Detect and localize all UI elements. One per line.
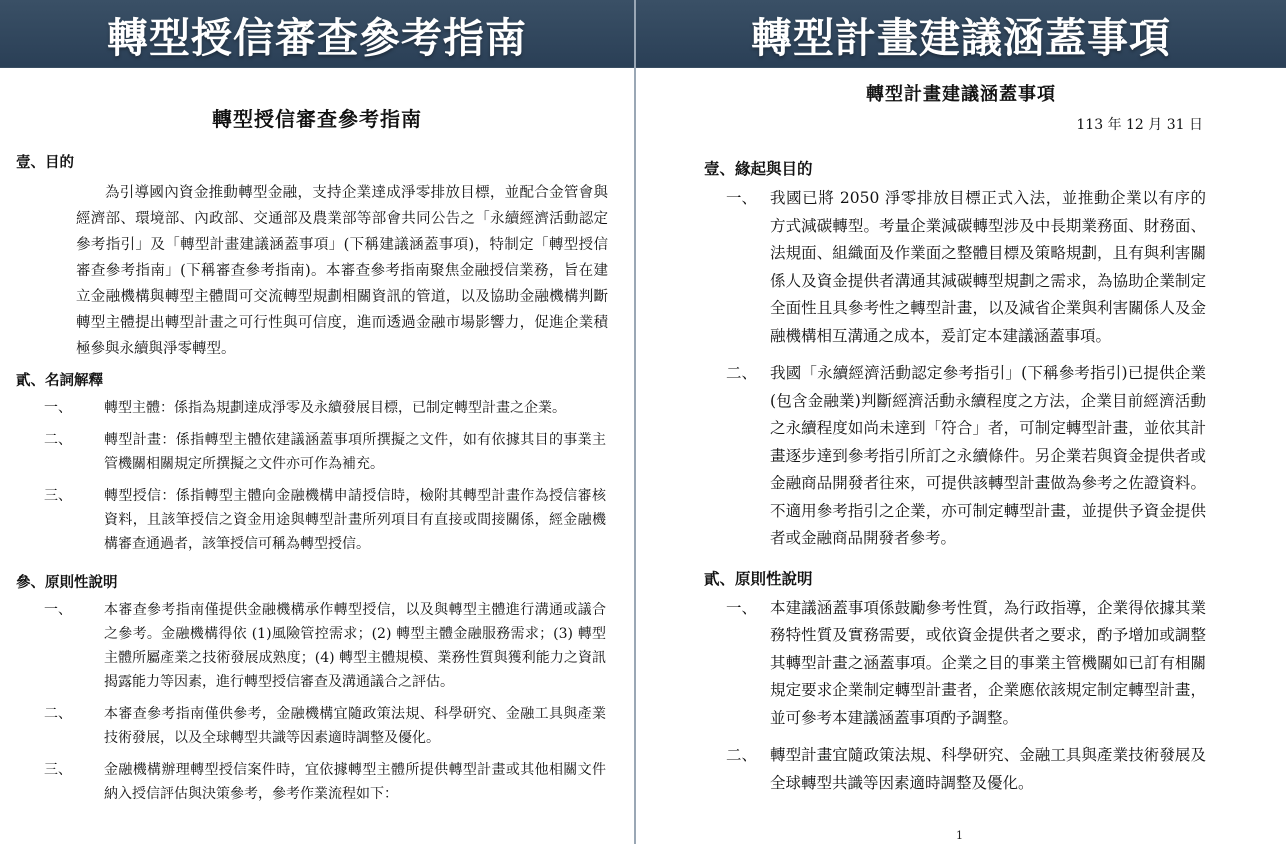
origin-item: [726, 360, 1206, 553]
item-number: 一、: [726, 598, 758, 617]
section-heading: 壹、目的: [16, 154, 74, 171]
left-document-page: [0, 68, 634, 844]
section-heading: 參、原則性說明: [16, 574, 118, 591]
section-heading: 壹、緣起與目的: [704, 159, 813, 178]
item-text: 本審查參考指南僅供參考，金融機構宜隨政策法規、科學研究、金融工具與產業技術發展，以及全球轉型共識等因素適時調整及優化。: [104, 706, 606, 746]
right-document-page: [636, 68, 1286, 844]
left-document-title: 轉型授信審查參考指南: [212, 107, 422, 131]
definition-item: [44, 396, 616, 420]
item-text: 本審查參考指南僅提供金融機構承作轉型授信，以及與轉型主體進行溝通或議合之參考。金融機構得依 (1)風險管控需求；(2) 轉型主體金融服務需求；(3) 轉型主體所屬產業之技術發展成熟度；(4) 轉型主體規模、業務性質與獲利能力之資訊揭露能力等因素，進行轉型授信審查及溝通議合之評估。: [104, 602, 606, 690]
item-number: 二、: [726, 364, 758, 382]
right-panel: [636, 0, 1286, 844]
right-document-body: [704, 145, 1206, 805]
left-panel: [0, 0, 634, 844]
item-number: 二、: [726, 746, 758, 764]
item-number: 三、: [44, 762, 72, 778]
definition-item: [44, 428, 616, 476]
document-date: 113 年 12 月 31 日: [1076, 117, 1203, 133]
item-text: 金融機構辦理轉型授信案件時，宜依據轉型主體所提供轉型計畫或其他相關文件納入授信評估與決策參考，參考作業流程如下：: [104, 762, 606, 802]
item-number: 二、: [44, 706, 72, 722]
origin-item: [726, 185, 1206, 350]
item-text: 轉型主體：係指為規劃達成淨零及永續發展目標，已制定轉型計畫之企業。: [104, 400, 566, 416]
item-number: 二、: [44, 432, 72, 448]
item-text: 轉型授信：係指轉型主體向金融機構申請授信時，檢附其轉型計畫作為授信審核資料，且該筆授信之資金用途與轉型計畫所列項目有直接或間接關係，經金融機構審查通過者，該筆授信可稱為轉型授信。: [104, 488, 606, 552]
principle-item: [726, 595, 1206, 733]
item-text: 本建議涵蓋事項係鼓勵參考性質，為行政指導，企業得依據其業務特性質及實務需要，或依資金提供者之要求，酌予增加或調整其轉型計畫之涵蓋事項。企業之目的事業主管機關如已訂有相關規定要求企業制定轉型計畫者，企業應依該規定制定轉型計畫，並可參考本建議涵蓋事項酌予調整。: [770, 598, 1206, 727]
item-number: 一、: [44, 602, 72, 618]
item-text: 轉型計畫：係指轉型主體依建議涵蓋事項所撰擬之文件，如有依據其目的事業主管機關相關規定所撰擬之文件亦可作為補充。: [104, 432, 606, 472]
right-document-title: 轉型計畫建議涵蓋事項: [866, 84, 1056, 105]
item-text: 我國已將 2050 淨零排放目標正式入法，並推動企業以有序的方式減碳轉型。考量企業減碳轉型涉及中長期業務面、財務面、法規面、組織面及作業面之整體目標及策略規劃，且有與利害關係人及資金提供者溝通其減碳轉型規劃之需求，為協助企業制定全面性且具參考性之轉型計畫，以及減省企業與利害關係人及金融機構相互溝通之成本，爰訂定本建議涵蓋事項。: [770, 189, 1206, 345]
page-number: 1: [956, 829, 963, 842]
left-document-body: [16, 146, 616, 814]
left-banner-title: 轉型授信審查參考指南: [0, 0, 634, 68]
principle-item: [726, 742, 1206, 797]
right-banner-title: 轉型計畫建議涵蓋事項: [636, 0, 1286, 68]
item-number: 一、: [44, 400, 72, 416]
purpose-paragraph: 為引導國內資金推動轉型金融，支持企業達成淨零排放目標，並配合金管會與經濟部、環境部、內政部、交通部及農業部等部會共同公告之「永續經濟活動認定參考指引」及「轉型計畫建議涵蓋事項」(下稱建議涵蓋事項)，特制定「轉型授信審查參考指南」(下稱審查參考指南)。本審查參考指南聚焦金融授信業務，旨在建立金融機構與轉型主體間可交流轉型規劃相關資訊的管道，以及協助金融機構判斷轉型主體提出轉型計畫之可行性與可信度，進而透過金融市場影響力，促進企業積極參與永續與淨零轉型。: [76, 185, 608, 357]
item-text: 我國「永續經濟活動認定參考指引」(下稱參考指引)已提供企業(包含金融業)判斷經濟活動永續程度之方法，企業目前經濟活動之永續程度如尚未達到「符合」者，可制定轉型計畫，並依其計畫逐步達到參考指引所訂之永續條件。另企業若與資金提供者或金融商品開發者往來，可提供該轉型計畫做為參考之佐證資料。不適用參考指引之企業，亦可制定轉型計畫，並提供予資金提供者或金融商品開發者參考。: [770, 364, 1206, 547]
item-number: 三、: [44, 488, 72, 504]
section-heading: 貳、原則性說明: [704, 568, 813, 588]
item-number: 一、: [726, 189, 758, 207]
definition-item: [44, 484, 616, 556]
principle-item: [44, 598, 616, 694]
item-text: 轉型計畫宜隨政策法規、科學研究、金融工具與產業技術發展及全球轉型共識等因素適時調整及優化。: [770, 746, 1206, 792]
principle-item: [44, 702, 616, 750]
principle-item: [44, 758, 616, 806]
section-heading: 貳、名詞解釋: [16, 372, 103, 389]
